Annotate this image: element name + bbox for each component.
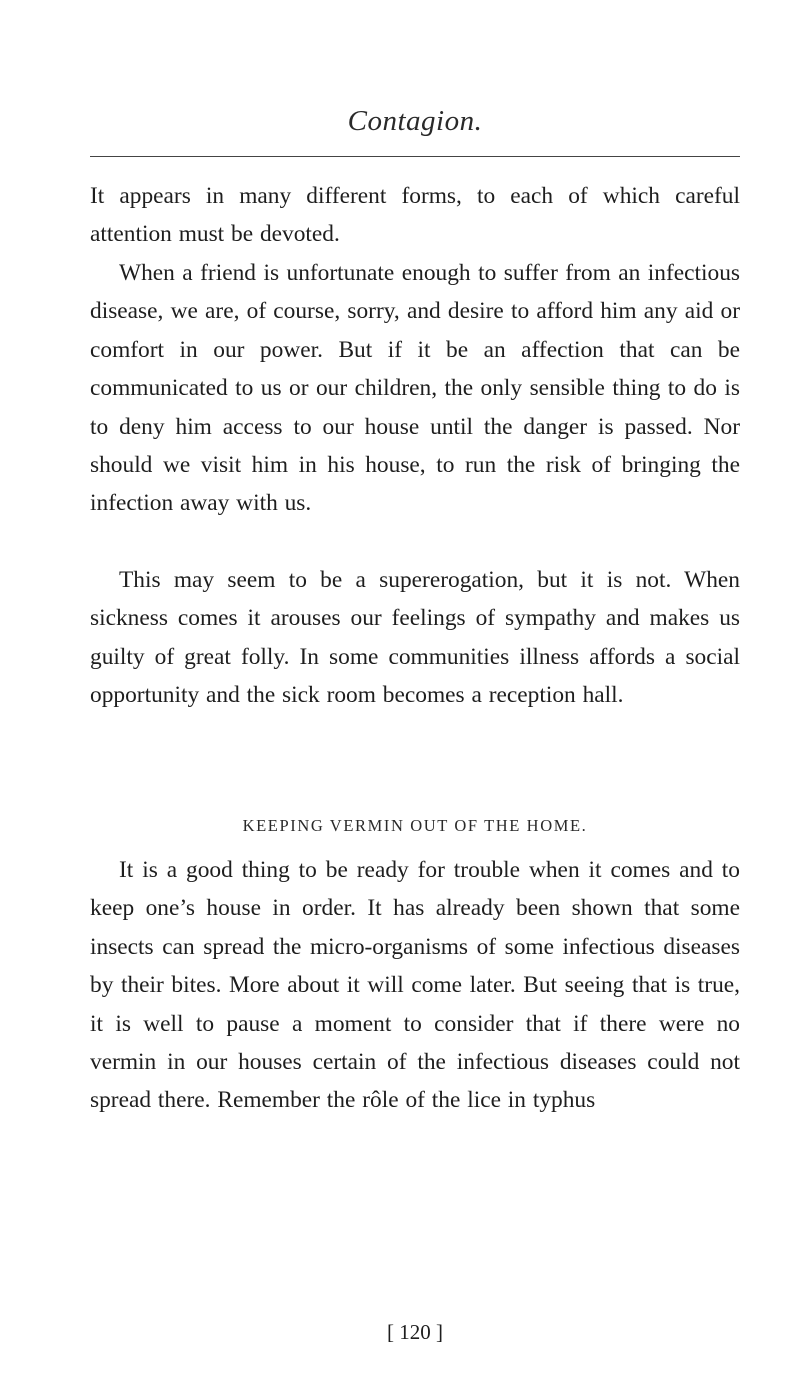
section-heading: KEEPING VERMIN OUT OF THE HOME.	[242, 816, 588, 835]
paragraph-3: This may seem to be a supererogation, but it is not. When sickness comes it arouses our feelings of sympathy and makes us guilty of great folly. In some communities illness affords a social opportunity and the sick room becomes a reception hall.	[90, 567, 740, 709]
paragraph-1: It appears in many different forms, to each of which careful attention must be devoted.	[90, 183, 740, 248]
section-paragraph: It is a good thing to be ready for trouble when it comes and to keep one’s house in order. It has already been shown that some insects can spread the micro-organisms of some infectious diseases by their bites. More about it will come later. But seeing that is true, it is well to pause a moment to consider that if there were no vermin in our houses certain of the infectious diseases could not spread there. Remember the rôle of the lice in typhus	[90, 857, 740, 1114]
header-rule	[90, 156, 740, 157]
page-number: [ 120 ]	[387, 1320, 443, 1344]
paragraph-2: When a friend is unfortunate enough to suffer from an infectious disease, we are, of course, sorry, and desire to afford him any aid or comfort in our power. But if it be an affection that can be communicated to us or our children, the only sensible thing to do is to deny him access to our house until the danger is passed. Nor should we visit him in his house, to run the risk of bringing the infection away with us.	[90, 260, 740, 517]
running-head: Contagion.	[347, 105, 483, 137]
